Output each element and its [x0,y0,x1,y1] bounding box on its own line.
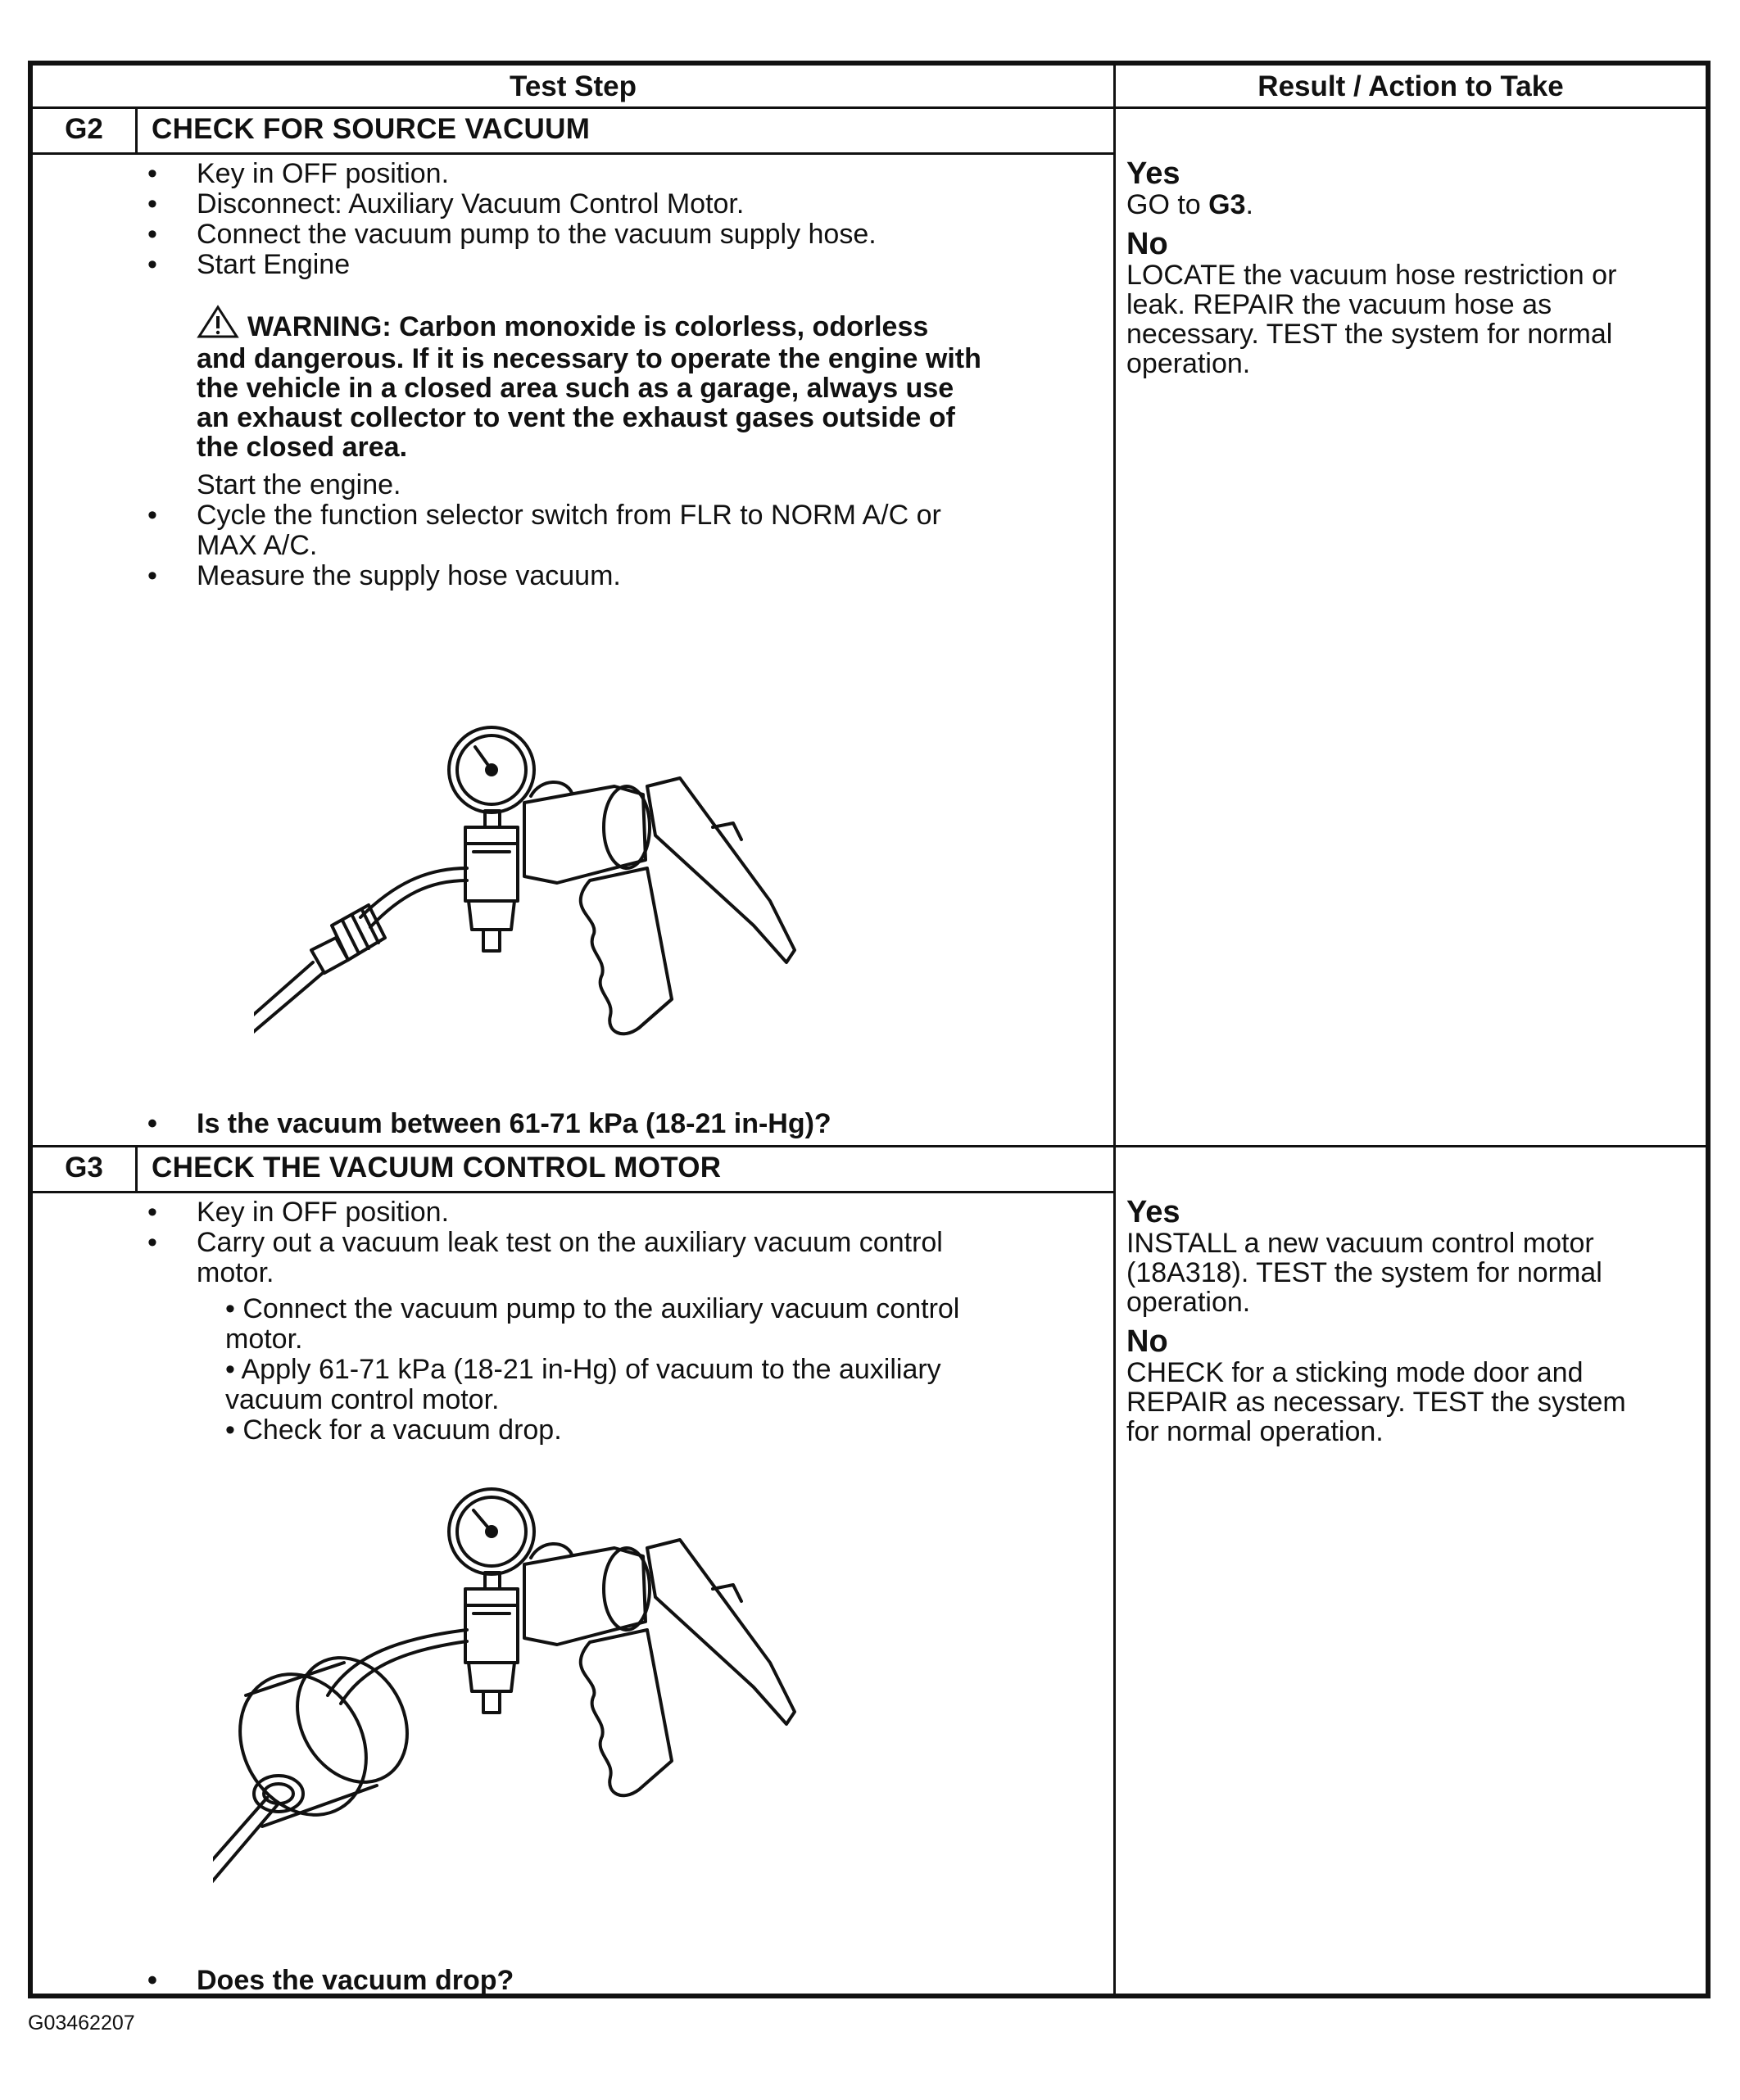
warning-line: and dangerous. If it is necessary to operate the engine with [197,343,981,374]
yes-action-line: INSTALL a new vacuum control motor [1126,1228,1594,1259]
diagnostic-table [28,61,1711,1998]
no-action-line: for normal operation. [1126,1416,1384,1447]
list-item: • Disconnect: Auxiliary Vacuum Control Motor. [147,189,1090,220]
step-g3-instructions [147,1197,1090,1288]
warning-line: the vehicle in a closed area such as a garage, always use [197,373,954,404]
yes-action-line: (18A318). TEST the system for normal [1126,1257,1602,1288]
warning-continued [197,344,1098,462]
yes-action-line: operation. [1126,1287,1251,1318]
yes-label: Yes [1126,1195,1180,1229]
step-title-divider [33,1191,1116,1193]
yes-action-ref: G3 [1208,189,1246,220]
step-id-g3: G3 [65,1152,103,1184]
header-divider [33,106,1706,109]
no-action-line: LOCATE the vacuum hose restriction or [1126,260,1617,291]
no-action-line: leak. REPAIR the vacuum hose as [1126,289,1552,320]
sub-list-item-continued: motor. [225,1324,303,1355]
list-item: • Key in OFF position. [147,1197,1090,1228]
list-item: • Carry out a vacuum leak test on the auxiliary vacuum control [147,1228,1090,1258]
list-item-continued: motor. [197,1257,274,1288]
step-title-g3: CHECK THE VACUUM CONTROL MOTOR [152,1152,722,1184]
sub-list-item: • Check for a vacuum drop. [147,1415,1090,1446]
sub-list-item: • Connect the vacuum pump to the auxiliary vacuum control [147,1294,1090,1324]
yes-action-text: GO to [1126,189,1209,220]
yes-label: Yes [1126,156,1180,191]
no-action-line: CHECK for a sticking mode door and [1126,1357,1584,1388]
list-item: • Key in OFF position. [147,159,1090,189]
step-divider [33,1145,1706,1147]
sub-list-item-continued: vacuum control motor. [225,1384,500,1415]
vacuum-pump-motor-icon [213,1466,934,1925]
warning-line: WARNING: Carbon monoxide is colorless, odorless [247,311,929,342]
step-g2-instructions [147,159,1090,280]
step-g3-question [147,1966,1090,1996]
step-g3-results [1126,1196,1716,1446]
no-action-line: necessary. TEST the system for normal [1126,319,1613,350]
question: • Is the vacuum between 61-71 kPa (18-21 in-Hg)? [147,1109,1090,1139]
step-id-separator [135,1147,138,1192]
warning-line: the closed area. [197,432,408,463]
no-label: No [1126,227,1168,261]
step-g2-question [147,1109,1090,1139]
header-test-step: Test Step [510,70,637,102]
list-item-continued: MAX A/C. [197,530,318,561]
list-item: • Measure the supply hose vacuum. [147,561,1090,591]
step-g3-subinstructions [147,1294,1090,1446]
vacuum-pump-icon [254,655,942,1114]
step-g2-instructions-continued [147,470,1090,591]
no-action-line: operation. [1126,348,1251,379]
after-warning-text: Start the engine. [197,469,401,500]
header-result-action: Result / Action to Take [1257,70,1564,102]
yes-action [1126,190,1716,220]
list-item: • Cycle the function selector switch from FLR to NORM A/C or [147,500,1090,531]
warning-triangle-icon [197,305,239,339]
warning-line: an exhaust collector to vent the exhaust gases outside of [197,402,955,433]
step-id-separator [135,109,138,153]
step-title-divider [33,152,1116,155]
figure-code: G03462207 [28,2012,135,2034]
list-item: • Start Engine [147,250,1090,280]
question: • Does the vacuum drop? [147,1966,1090,1996]
yes-action-punct: . [1245,189,1253,220]
step-title-g2: CHECK FOR SOURCE VACUUM [152,113,591,145]
step-id-g2: G2 [65,113,103,145]
column-divider [1113,66,1116,1994]
list-item: • Connect the vacuum pump to the vacuum supply hose. [147,220,1090,250]
sub-list-item: • Apply 61-71 kPa (18-21 in-Hg) of vacuum to the auxiliary [147,1355,1090,1385]
no-label: No [1126,1324,1168,1359]
warning-block [197,305,1098,342]
no-action-line: REPAIR as necessary. TEST the system [1126,1387,1626,1418]
step-g2-results [1126,157,1716,378]
